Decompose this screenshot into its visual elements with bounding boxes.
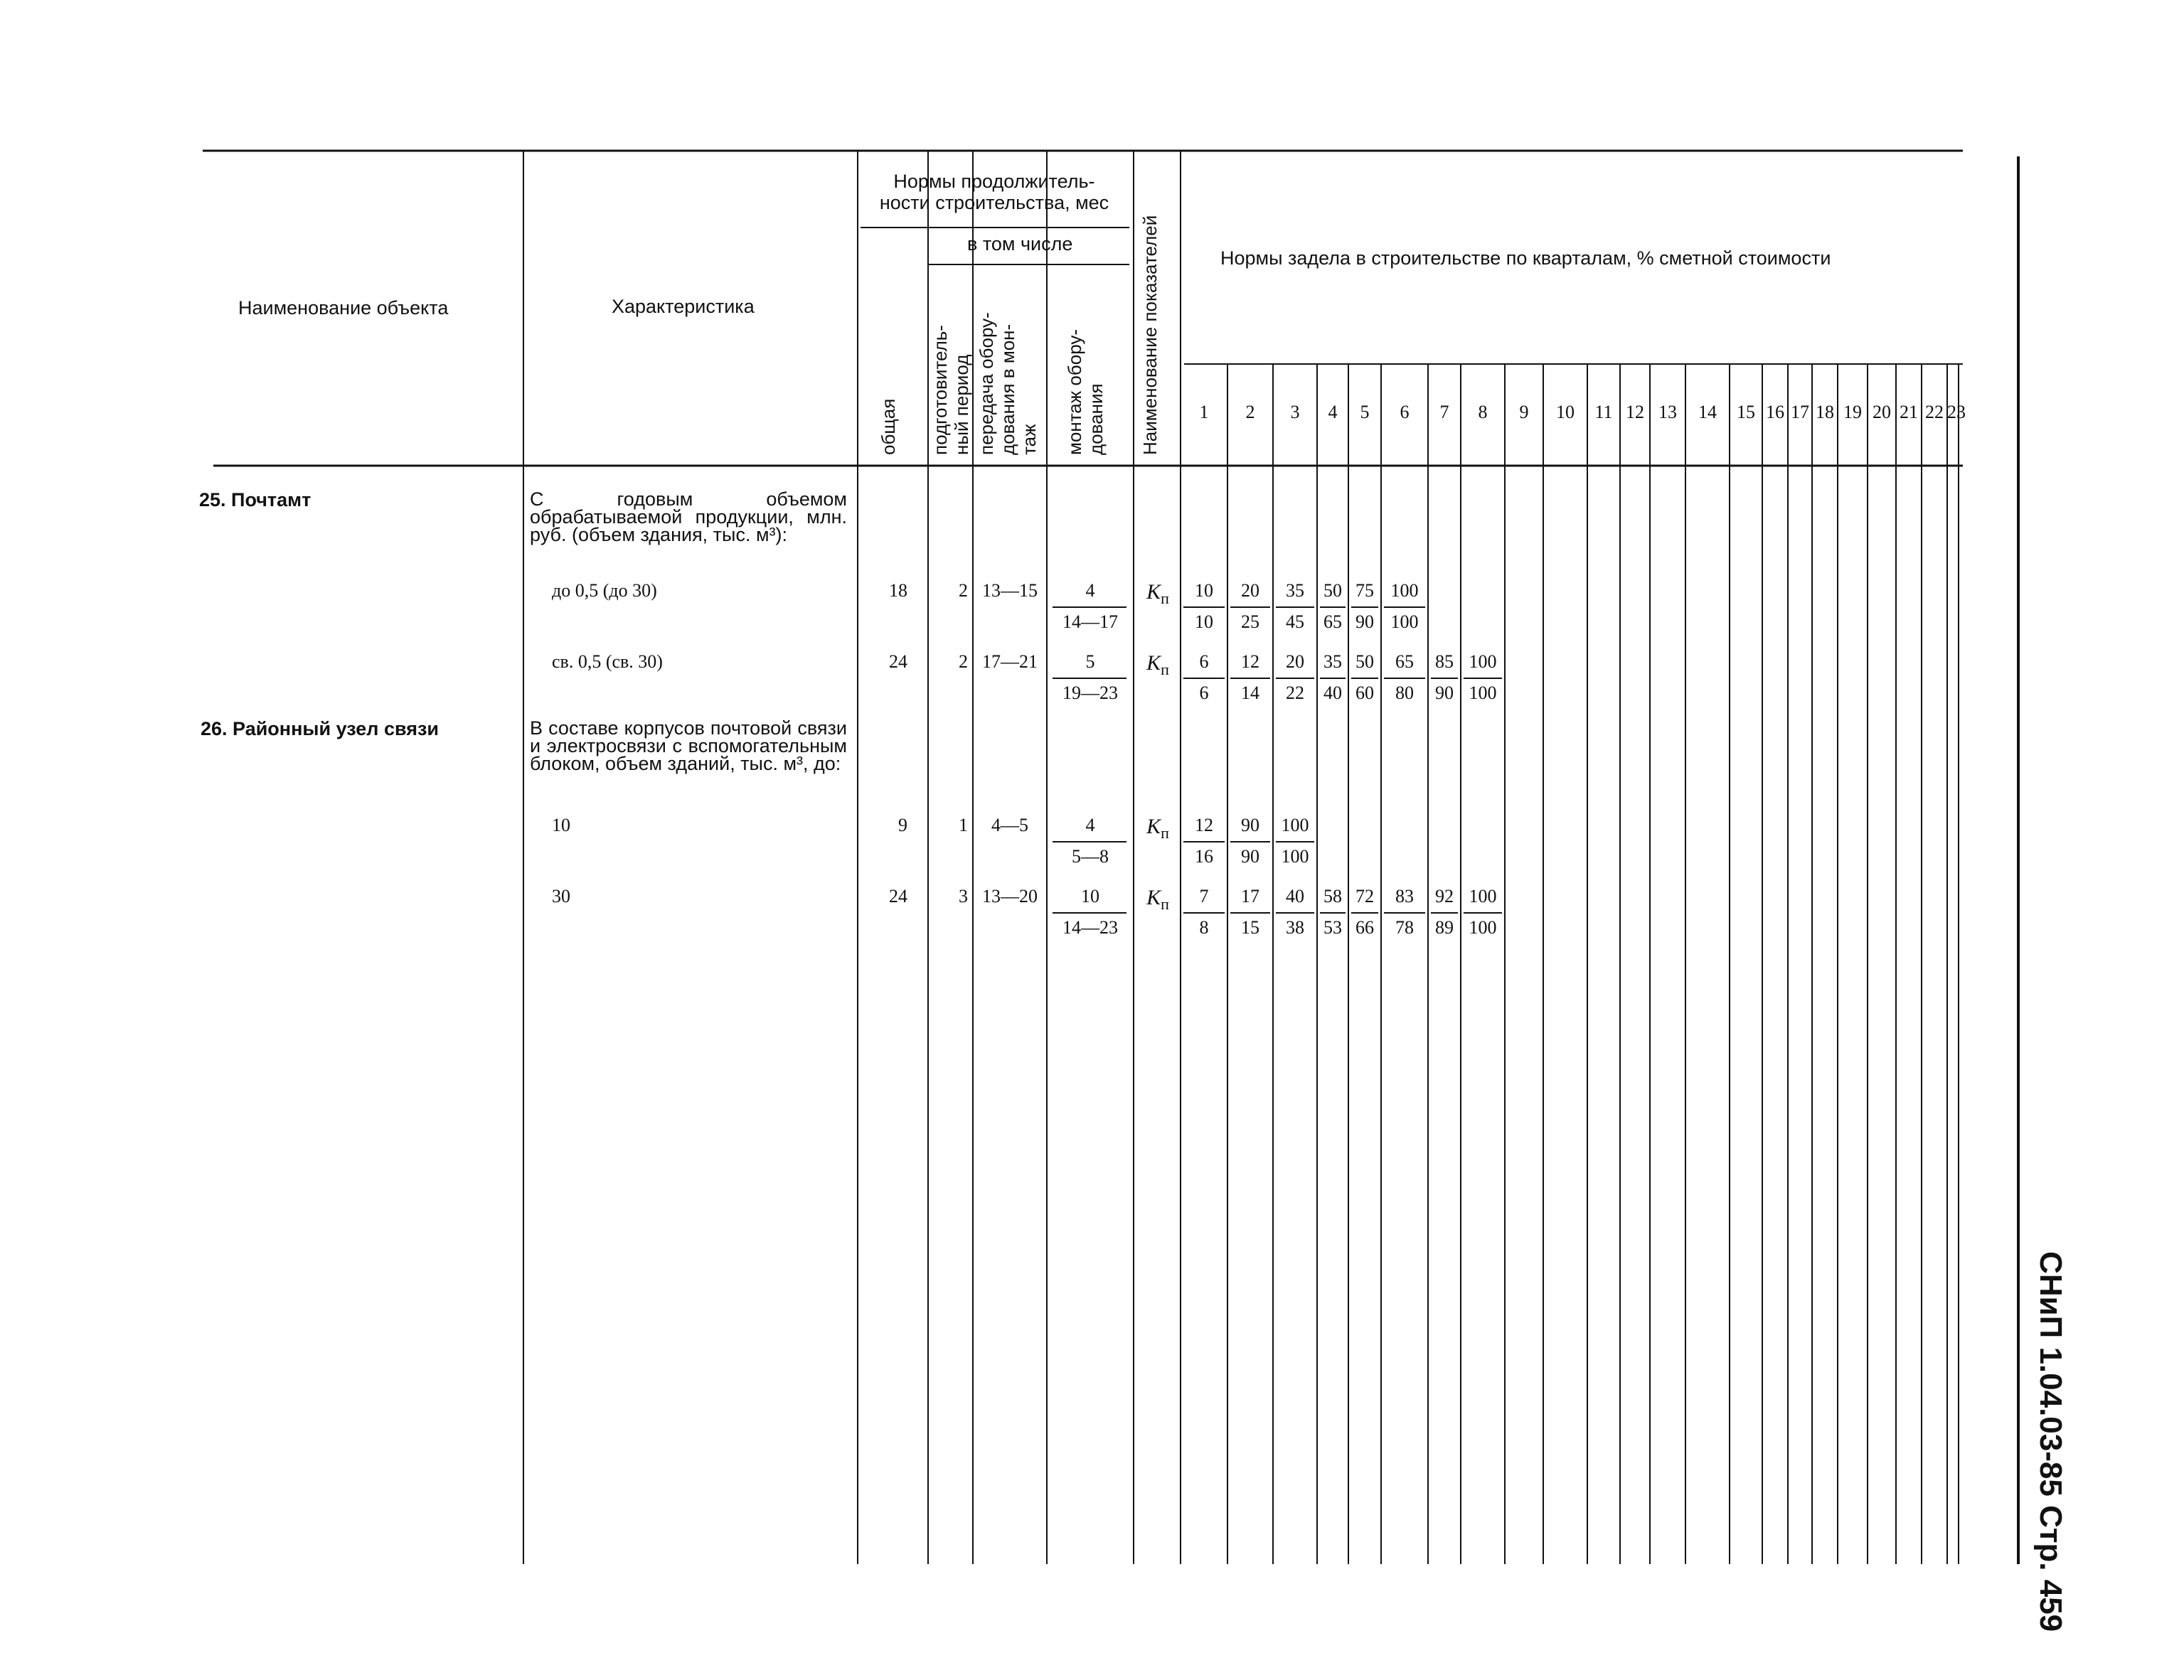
header-including: в том числе	[967, 233, 1073, 255]
quarter-number: 17	[1791, 402, 1809, 422]
backlog-estimate: 12	[1241, 651, 1259, 672]
backlog-estimate: 100	[1281, 815, 1309, 835]
backlog-estimate: 100	[1390, 580, 1419, 601]
backlog-actual: 10	[1195, 611, 1213, 632]
backlog-estimate: 58	[1323, 886, 1342, 906]
prep-period: 1	[959, 815, 968, 835]
backlog-actual: 100	[1390, 611, 1419, 632]
backlog-estimate: 7	[1199, 886, 1209, 906]
backlog-actual: 45	[1286, 611, 1304, 632]
header-duration-total: общая	[878, 398, 899, 455]
backlog-actual: 8	[1199, 917, 1209, 938]
backlog-estimate: 20	[1286, 651, 1304, 672]
quarter-number: 9	[1519, 402, 1529, 422]
duration-total: 9	[898, 815, 907, 835]
backlog-actual: 25	[1241, 611, 1259, 632]
quarter-number: 12	[1626, 402, 1644, 422]
header-equip-install: монтаж обору- дования	[1064, 328, 1107, 455]
quarter-number: 1	[1199, 402, 1209, 422]
backlog-actual: 15	[1241, 917, 1259, 938]
quarter-number: 4	[1328, 402, 1338, 422]
backlog-actual: 38	[1286, 917, 1304, 938]
quarter-number: 22	[1925, 402, 1944, 422]
header-duration-group: Нормы продолжитель- ности строительства, мес	[879, 171, 1109, 213]
header-indicator-name: Наименование показателей	[1139, 215, 1161, 455]
backlog-estimate: 85	[1435, 651, 1454, 672]
backlog-actual: 14	[1241, 683, 1259, 703]
quarter-number: 19	[1843, 402, 1862, 422]
quarter-number: 23	[1947, 402, 1966, 422]
backlog-estimate: 6	[1199, 651, 1209, 672]
backlog-actual: 90	[1435, 683, 1454, 703]
quarter-number: 3	[1290, 402, 1300, 422]
item-label: св. 0,5 (св. 30)	[552, 651, 663, 672]
duration-total: 24	[889, 886, 907, 906]
install-value: 4	[1085, 815, 1095, 835]
header-object-name: Наименование объекта	[238, 297, 449, 319]
page-label: СНиП 1.04.03-85 Стр. 459	[2033, 1251, 2068, 1632]
backlog-estimate: 100	[1469, 886, 1497, 906]
duration-total: 24	[889, 651, 907, 672]
prep-period: 2	[959, 580, 968, 601]
quarter-number: 21	[1900, 402, 1918, 422]
quarter-number: 11	[1594, 402, 1613, 422]
quarter-number: 2	[1245, 402, 1255, 422]
backlog-estimate: 90	[1241, 815, 1259, 835]
backlog-estimate: 72	[1355, 886, 1374, 906]
backlog-actual: 100	[1469, 683, 1497, 703]
duration-total: 18	[889, 580, 907, 601]
quarter-number: 10	[1556, 402, 1575, 422]
install-value: 5	[1085, 651, 1095, 672]
quarter-number: 15	[1737, 402, 1755, 422]
backlog-actual: 78	[1395, 917, 1414, 938]
install-value: 10	[1081, 886, 1099, 906]
backlog-estimate: 35	[1323, 651, 1342, 672]
install-range: 5—8	[1072, 846, 1109, 867]
backlog-actual: 80	[1395, 683, 1414, 703]
prep-period: 3	[959, 886, 968, 906]
backlog-actual: 66	[1355, 917, 1374, 938]
backlog-actual: 90	[1241, 846, 1259, 867]
indicator-symbol: $К_п$	[1146, 886, 1169, 913]
prep-period: 2	[959, 651, 968, 672]
backlog-estimate: 10	[1195, 580, 1213, 601]
install-value: 4	[1085, 580, 1095, 601]
backlog-estimate: 75	[1355, 580, 1374, 601]
backlog-estimate: 12	[1195, 815, 1213, 835]
item-label: 10	[552, 815, 570, 835]
indicator-symbol: $К_п$	[1146, 815, 1169, 842]
quarter-number: 7	[1439, 402, 1449, 422]
header-backlog-group: Нормы задела в строительстве по кварталам, % сметной стоимости	[1220, 247, 1831, 269]
backlog-estimate: 50	[1355, 651, 1374, 672]
backlog-actual: 53	[1323, 917, 1342, 938]
quarter-number: 6	[1400, 402, 1410, 422]
backlog-actual: 65	[1323, 611, 1342, 632]
equip-transfer: 17—21	[982, 651, 1038, 672]
header-characteristic: Характеристика	[612, 296, 755, 317]
object-description: С годовым объемом обрабатываемой продукции, млн. руб. (объем здания, тыс. м³):	[530, 488, 847, 545]
backlog-estimate: 92	[1435, 886, 1454, 906]
backlog-estimate: 17	[1241, 886, 1259, 906]
equip-transfer: 13—15	[982, 580, 1038, 601]
install-range: 19—23	[1062, 683, 1118, 703]
backlog-estimate: 65	[1395, 651, 1414, 672]
quarter-number: 16	[1766, 402, 1784, 422]
header-equip-transfer: передача обору- дования в мон- таж	[976, 312, 1040, 455]
backlog-estimate: 83	[1395, 886, 1414, 906]
equip-transfer: 13—20	[982, 886, 1038, 906]
install-range: 14—23	[1062, 917, 1118, 938]
quarter-number: 5	[1360, 402, 1370, 422]
object-description: В составе корпусов почтовой связи и электросвязи с вспомогательным блоком, объем зданий, тыс. м³, до:	[530, 717, 847, 774]
backlog-estimate: 50	[1323, 580, 1342, 601]
backlog-estimate: 100	[1469, 651, 1497, 672]
quarter-number: 13	[1658, 402, 1677, 422]
indicator-symbol: $К_п$	[1146, 580, 1169, 607]
backlog-actual: 40	[1323, 683, 1342, 703]
install-range: 14—17	[1062, 611, 1118, 632]
backlog-actual: 16	[1195, 846, 1213, 867]
indicator-symbol: $К_п$	[1146, 651, 1169, 678]
backlog-actual: 100	[1469, 917, 1497, 938]
quarter-number: 8	[1478, 402, 1488, 422]
item-label: до 0,5 (до 30)	[552, 580, 657, 601]
backlog-estimate: 40	[1286, 886, 1304, 906]
object-name: 25. Почтамт	[199, 489, 311, 510]
quarter-number: 14	[1698, 402, 1717, 422]
backlog-actual: 6	[1199, 683, 1209, 703]
item-label: 30	[552, 886, 570, 906]
object-name: 26. Районный узел связи	[201, 718, 439, 739]
backlog-actual: 90	[1355, 611, 1374, 632]
backlog-actual: 100	[1281, 846, 1309, 867]
backlog-estimate: 35	[1286, 580, 1304, 601]
quarter-number: 20	[1873, 402, 1891, 422]
backlog-actual: 22	[1286, 683, 1304, 703]
backlog-actual: 60	[1355, 683, 1374, 703]
backlog-estimate: 20	[1241, 580, 1259, 601]
backlog-actual: 89	[1435, 917, 1454, 938]
header-prep-period: подготовитель- ный период	[929, 325, 972, 455]
quarter-number: 18	[1816, 402, 1834, 422]
equip-transfer: 4—5	[991, 815, 1028, 835]
